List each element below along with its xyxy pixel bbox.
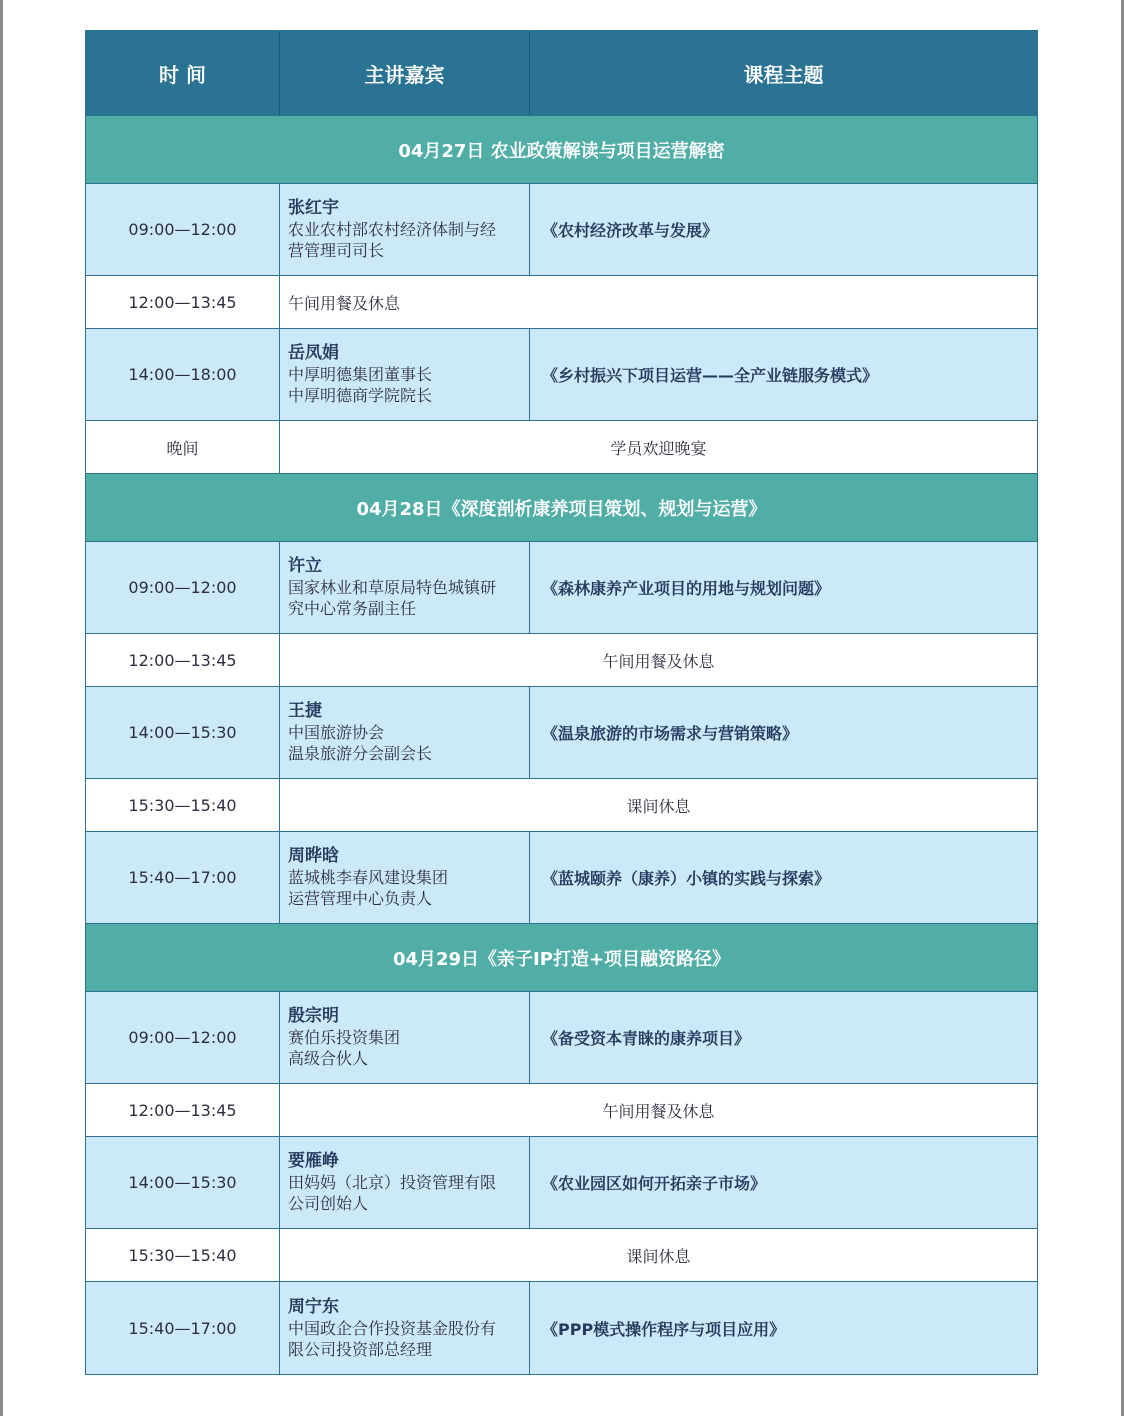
session-time [86, 832, 280, 923]
session-row [86, 184, 1037, 276]
time-text: 12:00—13:45 [128, 292, 237, 312]
speaker-cell [280, 1137, 530, 1228]
speaker-title: 田妈妈（北京）投资管理有限 [288, 1173, 497, 1192]
session-row [86, 832, 1037, 924]
session-row [86, 992, 1037, 1084]
break-time [86, 779, 280, 831]
speaker-title: 中国旅游协会 [288, 723, 385, 742]
speaker-name: 岳凤娟 [288, 343, 339, 363]
speaker-cell [280, 329, 530, 420]
topic-cell [530, 1282, 1037, 1374]
speaker-title: 中厚明德商学院院长 [288, 386, 433, 405]
speaker-block [288, 343, 432, 406]
topic-cell [530, 687, 1037, 778]
course-topic: 《乡村振兴下项目运营——全产业链服务模式》 [542, 366, 879, 385]
break-time [86, 634, 280, 686]
break-text: 午间用餐及休息 [602, 1101, 715, 1121]
session-time [86, 687, 280, 778]
session-time [86, 542, 280, 633]
break-text: 学员欢迎晚宴 [610, 438, 707, 458]
time-text: 14:00—15:30 [128, 723, 237, 742]
speaker-block [288, 1297, 496, 1360]
session-row [86, 687, 1037, 779]
header-topic: 课程主题 [743, 62, 824, 87]
session-row [86, 542, 1037, 634]
break-label [280, 1084, 1037, 1136]
time-text: 09:00—12:00 [128, 1028, 237, 1047]
session-time [86, 329, 280, 420]
day-title: 04月29日《亲子IP打造+项目融资路径》 [392, 948, 731, 970]
speaker-name: 许立 [288, 556, 322, 576]
session-time [86, 992, 280, 1083]
schedule-body [86, 116, 1037, 1374]
course-topic: 《备受资本青睐的康养项目》 [542, 1029, 751, 1048]
speaker-name: 周宁东 [288, 1296, 339, 1317]
topic-cell [530, 184, 1037, 275]
break-row [86, 1229, 1037, 1282]
break-text: 课间休息 [626, 796, 691, 816]
speaker-title: 高级合伙人 [288, 1049, 369, 1068]
speaker-title: 蓝城桃李春风建设集团 [288, 868, 449, 887]
day-header [86, 474, 1037, 542]
topic-cell [530, 992, 1037, 1083]
time-text: 09:00—12:00 [128, 578, 237, 597]
course-topic: 《农业园区如何开拓亲子市场》 [542, 1174, 767, 1193]
topic-cell [530, 832, 1037, 923]
speaker-title: 中厚明德集团董事长 [288, 365, 433, 384]
speaker-block [288, 846, 448, 909]
day-title: 04月28日《深度剖析康养项目策划、规划与运营》 [356, 498, 767, 520]
speaker-cell [280, 992, 530, 1083]
break-time [86, 421, 280, 473]
break-row [86, 1084, 1037, 1137]
topic-cell [530, 542, 1037, 633]
break-row [86, 634, 1037, 687]
time-text: 15:30—15:40 [128, 795, 237, 815]
time-text: 14:00—15:30 [128, 1173, 237, 1192]
break-text: 课间休息 [626, 1246, 691, 1266]
time-text: 晚间 [166, 438, 199, 458]
speaker-title: 限公司投资部总经理 [288, 1339, 433, 1359]
speaker-title: 国家林业和草原局特色城镇研 [288, 578, 497, 597]
break-label [280, 421, 1037, 473]
time-text: 15:30—15:40 [128, 1245, 237, 1265]
topic-cell [530, 329, 1037, 420]
course-topic: 《农村经济改革与发展》 [542, 221, 719, 240]
break-time [86, 276, 280, 328]
day-header [86, 116, 1037, 184]
speaker-title: 赛伯乐投资集团 [288, 1028, 401, 1047]
break-row [86, 276, 1037, 329]
time-text: 12:00—13:45 [128, 650, 237, 670]
speaker-name: 王捷 [288, 701, 322, 721]
speaker-title: 温泉旅游分会副会长 [288, 744, 433, 763]
time-text: 15:40—17:00 [128, 868, 237, 887]
time-text: 14:00—18:00 [128, 365, 237, 384]
speaker-cell [280, 832, 530, 923]
speaker-name: 周晔晗 [288, 846, 339, 866]
schedule-table [85, 30, 1038, 1375]
break-row [86, 779, 1037, 832]
session-row [86, 1137, 1037, 1229]
time-text: 15:40—17:00 [128, 1318, 237, 1338]
speaker-block [288, 1006, 400, 1069]
session-row [86, 1282, 1037, 1374]
break-text: 午间用餐及休息 [288, 293, 401, 313]
break-label [280, 1229, 1037, 1281]
break-label [280, 276, 1037, 328]
topic-cell [530, 1137, 1037, 1228]
speaker-title: 公司创始人 [288, 1194, 369, 1213]
header-time: 时 间 [86, 31, 280, 115]
break-time [86, 1229, 280, 1281]
session-time [86, 184, 280, 275]
session-time [86, 1282, 280, 1374]
speaker-title: 究中心常务副主任 [288, 599, 417, 618]
table-header [86, 31, 1037, 116]
speaker-name: 要雁峥 [288, 1151, 339, 1171]
session-time [86, 1137, 280, 1228]
speaker-block [288, 556, 496, 619]
speaker-title: 农业农村部农村经济体制与经 [288, 220, 497, 239]
break-label [280, 634, 1037, 686]
speaker-cell [280, 184, 530, 275]
speaker-block [288, 1151, 496, 1214]
speaker-block [288, 701, 432, 764]
day-title: 04月27日 农业政策解读与项目运营解密 [398, 140, 725, 162]
session-row [86, 329, 1037, 421]
break-text: 午间用餐及休息 [602, 651, 715, 671]
course-topic: 《蓝城颐养（康养）小镇的实践与探索》 [542, 869, 831, 888]
speaker-name: 殷宗明 [288, 1006, 339, 1026]
speaker-title: 营管理司司长 [288, 241, 385, 260]
speaker-block [288, 198, 496, 261]
break-label [280, 779, 1037, 831]
speaker-title: 中国政企合作投资基金股份有 [288, 1318, 497, 1338]
break-time [86, 1084, 280, 1136]
page-edge-left [0, 0, 3, 1416]
speaker-cell [280, 542, 530, 633]
break-row [86, 421, 1037, 474]
time-text: 09:00—12:00 [128, 220, 237, 239]
header-speaker: 主讲嘉宾 [280, 31, 530, 115]
day-header [86, 924, 1037, 992]
speaker-cell [280, 687, 530, 778]
speaker-name: 张红宇 [288, 198, 339, 218]
speaker-cell [280, 1282, 530, 1374]
speaker-title: 运营管理中心负责人 [288, 889, 433, 908]
course-topic: 《温泉旅游的市场需求与营销策略》 [542, 724, 799, 743]
course-topic: 《PPP模式操作程序与项目应用》 [542, 1319, 786, 1339]
time-text: 12:00—13:45 [128, 1100, 237, 1120]
course-topic: 《森林康养产业项目的用地与规划问题》 [542, 579, 831, 598]
